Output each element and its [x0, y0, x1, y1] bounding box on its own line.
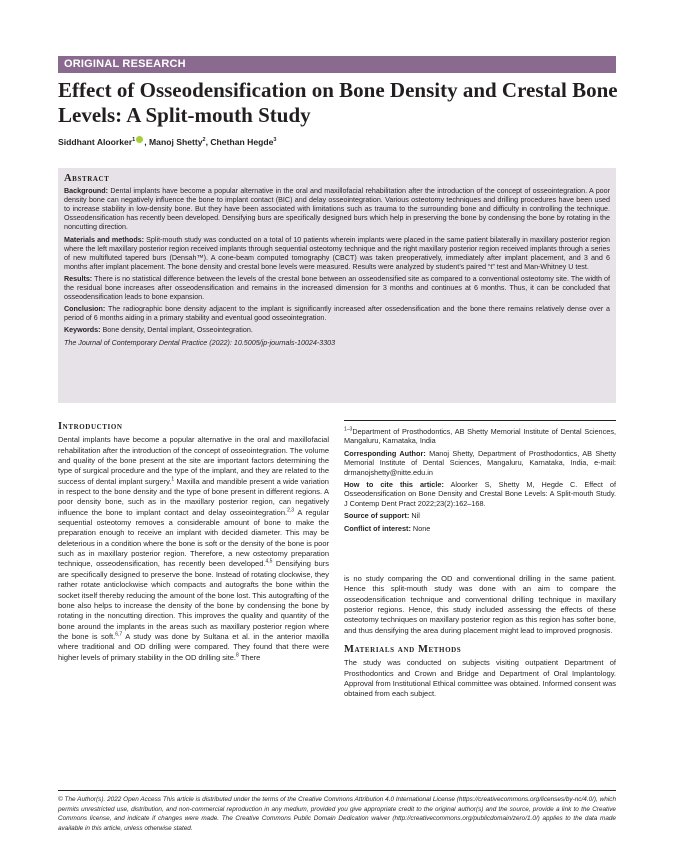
- methods-paragraph: The study was conducted on subjects visiting outpatient Department of Prosthodontics and Crown and Bridge and Department of Oral Implantology. Approval from Institutional Ethical committee was obtained. Informed consent was obtained from each subject.: [344, 658, 616, 699]
- body-text: Dental implants have become a popular alternative in the oral and maxillofacial rehabilitation after the introduction of the concept of osseointegration. The volume and quality of the bone present at the site are important factors determining the type of surgical procedure and the type of the implant, and they are related to the success of dental implant surgery.: [58, 435, 329, 486]
- support-label: Source of support:: [344, 511, 410, 521]
- right-column-body: [344, 574, 616, 700]
- introduction-paragraph: [58, 435, 329, 663]
- abstract-label: Keywords:: [64, 326, 101, 335]
- introduction-heading: Introduction: [58, 421, 123, 432]
- reference-link[interactable]: 4,5: [265, 558, 273, 565]
- author-affiliation-ref: 2: [202, 137, 206, 144]
- abstract-keywords: [64, 326, 610, 335]
- reference-link[interactable]: 1: [171, 476, 175, 483]
- author-list: Siddhant Aloorker$^1$ , Manoj Shetty$^2$, Chethan Hegde$^3$: [58, 137, 277, 147]
- abstract-text: Dental implants have become a popular alternative in the oral and maxillofacial rehabilitation after the introduction of the concept of osseointegration. A poor density bone can negatively influence the bone to implant contact (BIC) and delay osseointegration. Various osteotomy techniques and drilling procedures have been used to increase stability in low-density bone. But they have been associated with limitations such as trauma to the surrounding bone and difficulty in controlling the technique. Osseodensification has recently been developed. Densifying burs are specifically designed burs which help in preserving the bone by condensing the bone by rotating in the noncutting direction.: [64, 187, 610, 232]
- introduction-continuation: is no study comparing the OD and conventional drilling in the same patient. Hence this split-mouth study was done with an aim to compare the osseodensification technique and conventional drilling technique in maxillary posterior regions. Hence, this study included assessing the effects of these osteotomy techniques on maxillary posterior region as this region has softer bone, and thus densifying the area during placement might lead to improved prognosis.: [344, 574, 616, 635]
- author-name: Chethan Hegde: [210, 137, 274, 147]
- article-title: Effect of Osseodensification on Bone Density and Crestal Bone Levels: A Split-mouth Study: [58, 78, 618, 127]
- support-text: Nil: [411, 511, 420, 521]
- author-name: Manoj Shetty: [149, 137, 203, 147]
- reference-link[interactable]: 2,3: [287, 507, 295, 514]
- abstract-methods: [64, 236, 610, 272]
- conflict-of-interest: [344, 524, 616, 533]
- abstract-background: [64, 187, 610, 232]
- corr-label: Corresponding Author:: [344, 448, 426, 458]
- orcid-icon[interactable]: [136, 136, 143, 143]
- author-affiliation-ref: 3: [273, 137, 277, 144]
- author-affiliation-ref: 1: [132, 137, 136, 144]
- abstract-label: Conclusion:: [64, 305, 106, 314]
- conflict-label: Conflict of interest:: [344, 523, 411, 533]
- article-type-banner: ORIGINAL RESEARCH: [58, 56, 616, 73]
- abstract-results: [64, 275, 610, 302]
- affiliation-ref: 1–3: [344, 426, 353, 433]
- cite-text: Aloorker S, Shetty M, Hegde C. Effect of Osseodensification on Bone Density and Crestal Bone Levels: A Split-mouth Study. J Contemp Dent Pract 2022;23(2):162–168.: [344, 480, 617, 508]
- conflict-text: None: [412, 523, 431, 533]
- abstract-text: Split-mouth study was conducted on a total of 10 patients wherein implants were placed in the same patient bilaterally in maxillary posterior region where the left maxillary posterior region received implants through sequential osteotomy technique and the right maxillary posterior region received implants through a series of new multifluted tapered burs (Densah™). A cone-beam computed tomography (CBCT) was taken preoperatively, immediately after implant placement, and 3 and 6 months after implant placement. The bone density and crestal bone levels were measured. Results were analyzed by student’s paired “t” test and Man-Whitney U test.: [64, 235, 610, 271]
- abstract-text: There is no statistical difference between the levels of the crestal bone between an osseodensified site as compared to a conventional osteotomy site. The width of the residual bone increases after osseodensification and remains in the increased dimension for 3 months and continues at 6 months. Thus, it can be concluded that osseodensification leads to bone expansion.: [64, 274, 610, 302]
- abstract-label: Background:: [64, 187, 109, 196]
- abstract-text: Bone density, Dental implant, Osseointegration.: [102, 326, 253, 335]
- how-to-cite: [344, 480, 616, 508]
- abstract-text: The radiographic bone density adjacent to the implant is significantly increased after ossedensification and the bone there remains relatively dense over a period of 6 months aiding in a primary stability and eventual good osseointegration.: [64, 305, 610, 323]
- abstract-heading: Abstract: [64, 173, 110, 184]
- abstract-conclusion: [64, 305, 610, 323]
- introduction-column: [58, 422, 329, 663]
- affiliation-text: Department of Prosthodontics, AB Shetty Memorial Institute of Dental Sciences, Mangaluru, Karnataka, India: [344, 427, 616, 446]
- corr-text[interactable]: Manoj Shetty, Department of Prosthodontics, AB Shetty Memorial Institute of Dental Sciences, Mangaluru, Karnataka, India, e-mail: drmanojshetty@nitte.edu.in: [344, 448, 617, 477]
- body-text: A regular sequential osteotomy removes a considerable amount of bone to make the preparation enough to receive an implant with decided diameter. This may be deleterious in a condition where the bone is soft or the density of the bone is poor such as in maxillary posterior region. Therefore, a new osteotomy preparation technique, osseodensification, has recently been developed.: [58, 507, 329, 569]
- abstract-label: Results:: [64, 274, 93, 283]
- journal-citation[interactable]: The Journal of Contemporary Dental Practice (2022): 10.5005/jp-journals-10024-3303: [64, 338, 336, 347]
- body-text: Maxilla and mandible present a wide variation in respect to the bone density and the type of bone present in different regions. A poor density bone, such as in the maxillary posterior region, can negatively influence the bone to implant contact and delay osseointegration.: [58, 476, 329, 517]
- cite-label: How to cite this article:: [344, 480, 444, 490]
- methods-heading: Materials and Methods: [344, 644, 462, 656]
- corresponding-author: [344, 449, 616, 477]
- affiliation-box: [344, 420, 616, 536]
- license-footer: © The Author(s). 2022 Open Access This article is distributed under the terms of the Creative Commons Attribution 4.0 International License (https://creativecommons.org/licenses/by-nc/4.0/), which permits unrestricted use, distribution, and non-commercial reproduction in any medium, provided you give appropriate credit to the original author(s) and the source, provide a link to the Creative Commons license, and indicate if changes were made. The Creative Commons Public Domain Dedication waiver (http://creativecommons.org/publicdomain/zero/1.0/) applies to the data made available in this article, unless otherwise stated.: [58, 790, 616, 834]
- body-text: A study was done by Sultana et al. in the anterior maxilla where traditional and OD drilling were compared. They found that there were higher levels of primary stability in the OD drilling site.: [58, 631, 329, 662]
- body-text: There: [238, 652, 261, 662]
- source-of-support: [344, 511, 616, 520]
- reference-link[interactable]: 8: [236, 652, 239, 659]
- abstract-box: [58, 168, 616, 403]
- affiliation: [344, 427, 616, 446]
- reference-link[interactable]: 6,7: [115, 631, 123, 638]
- author-name: Siddhant Aloorker: [58, 137, 133, 147]
- abstract-label: Materials and methods:: [64, 235, 145, 244]
- body-text: Densifying burs are specifically designed to preserve the bone. Instead of rotating clockwise, they rather rotate anticlockwise which compacts and autografts the bone within the socket itself thereby reducing the amount of the bone lost. This autografting of the bone also helps to increase the density of the bone by condensing the bone by rotating in the noncutting direction. This improves the quality and quantity of the bone around the implants in the areas such as maxillary posterior region where the bone is soft.: [58, 559, 329, 641]
